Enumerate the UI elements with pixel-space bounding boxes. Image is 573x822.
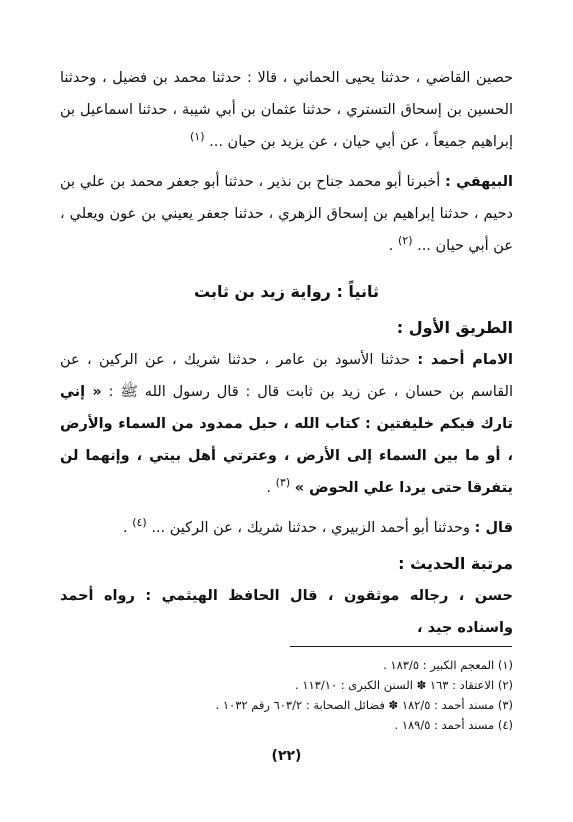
paragraph-text: حصين القاضي ، حدثنا يحيى الحماني ، قالا : حدثنا محمد بن فضيل ، وحدثنا الحسين بن إسحاق التستري ، حدثنا عثمان بن أبي شيبة ، حدثنا اسماعيل بن إبراهيم جميعاً ، عن أبي حيان ، عن يزيد بن حيان ... — [60, 70, 513, 150]
paragraph-grading: حسن ، رجاله موثقون ، قال الحافظ الهيثمي : رواه أحمد واسناده جيد ، — [60, 588, 513, 636]
footnote-4: (٤) مسند أحمد : ١٨٩/٥ . — [394, 718, 513, 732]
subsection-heading: الطريق الأول : — [396, 318, 513, 337]
paragraph-end: . — [388, 238, 394, 254]
subsection-heading-rank: مرتبة الحديث : — [398, 554, 513, 573]
main-text — [60, 62, 513, 644]
footnote-3: (٣) مسند أحمد : ١٨٢/٥ ✽ فضائل الصحابة : ٦٠٣/٢ رقم ١٠٣٢ . — [215, 698, 513, 712]
footnote-ref: (٣) — [275, 476, 291, 490]
narrator-lead: البيهقي : — [445, 174, 513, 190]
footnote-1: (١) المعجم الكبير : ١٨٣/٥ . — [383, 658, 513, 672]
paragraph-text: أخبرنا أبو محمد جناح بن نذير ، حدثنا أبو جعفر محمد بن علي بن دحيم ، حدثنا إبراهيم بن إسحاق الزهري ، حدثنا جعفر يعيني بن عون ويعلي ، عن أبي حيان ... — [60, 174, 513, 254]
paragraph-end: . — [266, 480, 272, 496]
paragraph-text: وحدثنا أبو أحمد الزبيري ، حدثنا شريك ، عن الركين ... — [151, 520, 471, 536]
narrator-lead: الامام أحمد : — [417, 352, 514, 368]
footnote-ref: (١) — [189, 130, 205, 144]
section-heading: ثانياً : رواية زيد بن ثابت — [194, 282, 379, 301]
footnote-divider — [290, 646, 512, 647]
paragraph-ahmad — [60, 344, 513, 504]
paragraph-text: حدثنا الأسود بن عامر ، حدثنا شريك ، عن الركين ، عن القاسم بن حسان ، عن زيد بن ثابت قال : قال رسول الله ﷺ : — [60, 352, 513, 400]
hadith-quote: « إني تارك فيكم خليفتين : كتاب الله ، حبل ممدود من السماء والأرض ، أو ما بين السماء إلى الأرض ، وعترتي أهل بيتي ، وإنهما لن يتفرقا حتى يردا علي الحوض » — [60, 384, 513, 496]
paragraph-chain-continuation — [60, 62, 513, 158]
footnote-ref: (٤) — [132, 516, 147, 530]
paragraph-bayhaqi — [60, 166, 513, 262]
footnote-2: (٢) الاعتقاد : ١٦٣ ✽ السنن الكبرى : ١١٣/١٠ . — [295, 678, 513, 692]
paragraph-end: . — [122, 520, 128, 536]
paragraph-qala — [60, 512, 513, 544]
page-number: (٢٢) — [271, 748, 302, 764]
narrator-lead: قال : — [474, 520, 513, 536]
footnote-ref: (٢) — [397, 234, 413, 248]
footnotes — [60, 655, 513, 735]
